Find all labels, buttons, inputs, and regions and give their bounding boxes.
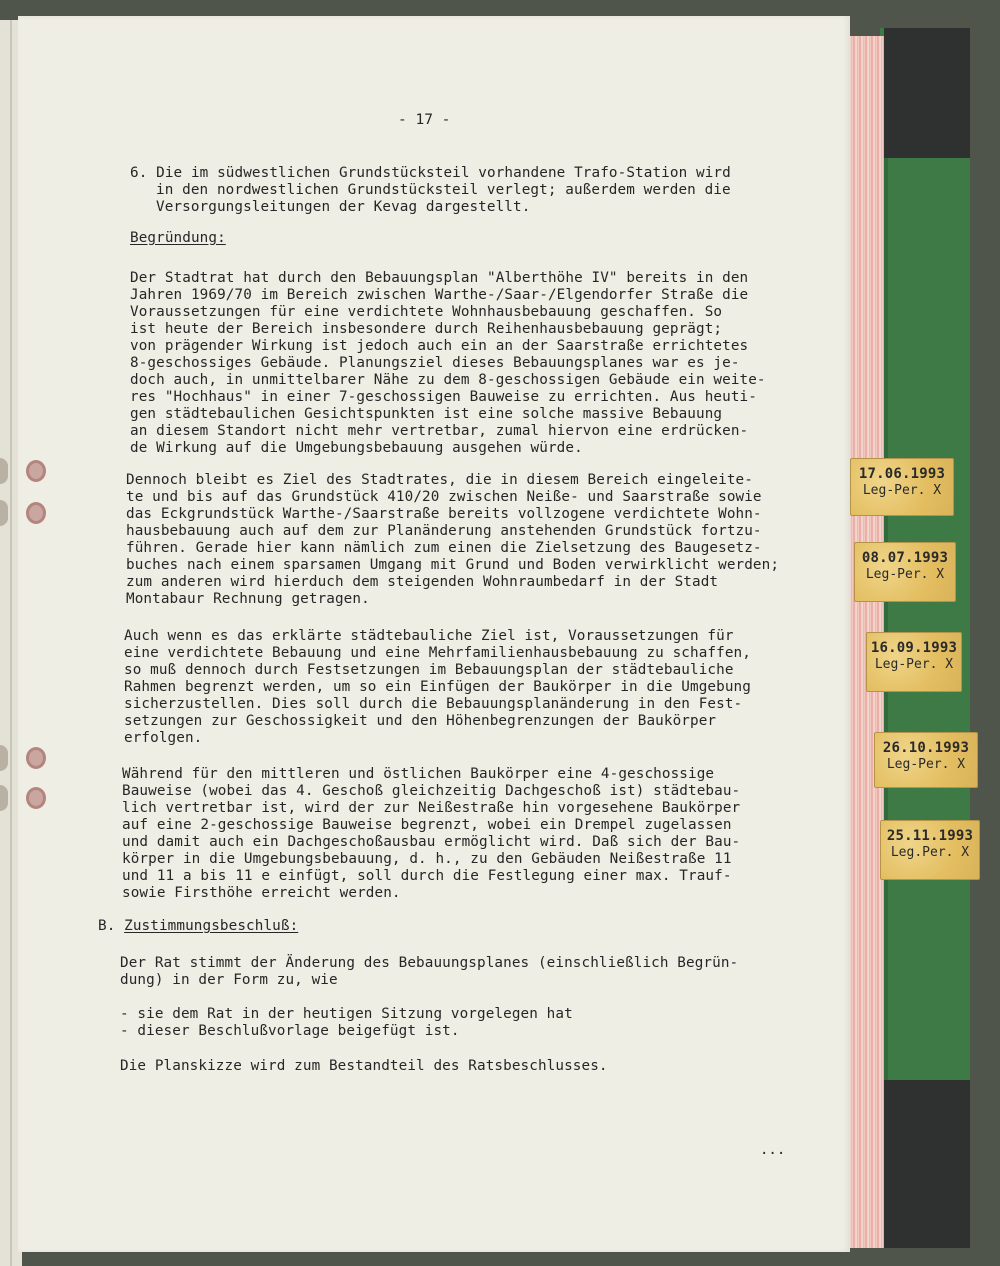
text-line: an diesem Standort nicht mehr vertretbar, zumal hiervon eine erdrücken- [130,423,749,439]
text-line: setzungen zur Geschossigkeit und den Höhenbegrenzungen der Baukörper [124,713,717,729]
left-punch-hole [0,785,8,811]
text-line: te und bis auf das Grundstück 410/20 zwischen Neiße- und Saarstraße sowie [126,489,762,505]
date-tab-label: Leg-Per. X [865,567,945,582]
text-line: doch auch, in unmittelbarer Nähe zu dem 8-geschossigen Gebäude ein weite- [130,372,766,388]
text-line: Während für den mittleren und östlichen Baukörper eine 4-geschossige [122,766,715,782]
text-line: führen. Gerade hier kann nämlich zum einen die Zielsetzung des Baugesetz- [126,540,762,556]
text-line: das Eckgrundstück Warthe-/Saarstraße bereits vollzogene verdichtete Wohn- [126,506,762,522]
text-line: dung) in der Form zu, wie [120,972,338,988]
text-line: sicherzustellen. Dies soll durch die Bebauungsplanänderung in den Fest- [124,696,743,712]
text-line: eine verdichtete Bebauung und eine Mehrfamilienhausbebauung zu schaffen, [124,645,751,661]
text-line: und 11 a bis 11 e einfügt, soll durch die Festlegung einer max. Trauf- [122,868,732,884]
date-tab-date: 25.11.1993 [886,828,974,844]
punch-hole [26,787,46,809]
date-tab[interactable] [866,632,962,692]
date-tab-label: Leg.Per. X [890,845,970,860]
text-line: Bauweise (wobei das 4. Geschoß gleichzeitig Dachgeschoß ist) städtebau- [122,783,741,799]
text-line: körper in die Umgebungsbebauung, d. h., zu den Gebäuden Neißestraße 11 [122,851,732,867]
text-line: Die Planskizze wird zum Bestandteil des Ratsbeschlusses. [120,1058,608,1074]
text-line: ist heute der Bereich insbesondere durch Reihenhausbebauung geprägt; [130,321,723,337]
left-punch-hole [0,745,8,771]
date-tab-date: 26.10.1993 [882,740,970,756]
text-line: Der Rat stimmt der Änderung des Bebauungsplanes (einschließlich Begrün- [120,955,739,971]
text-line: - sie dem Rat in der heutigen Sitzung vorgelegen hat [120,1006,573,1022]
binder-corner-top [884,28,970,158]
text-line: gen städtebaulichen Gesichtspunkten ist eine solche massive Bebauung [130,406,723,422]
date-tab-label: Leg-Per. X [886,757,966,772]
continuation-mark: ... [760,1142,786,1158]
text-line: Voraussetzungen für eine verdichtete Wohnhausbebauung geschaffen. So [130,304,723,320]
date-tab[interactable] [880,820,980,880]
text-line: 8-geschossiges Gebäude. Planungsziel dieses Bebauungsplanes war es je- [130,355,740,371]
text-line: buches nach einem sparsamen Umgang mit Grund und Boden verwirklicht werden; [126,557,780,573]
text-line: Montabaur Rechnung getragen. [126,591,370,607]
binder-corner-bottom [884,1080,970,1248]
text-line: Dennoch bleibt es Ziel des Stadtrates, die in diesem Bereich eingeleite- [126,472,753,488]
punch-hole [26,460,46,482]
text-line: - dieser Beschlußvorlage beigefügt ist. [120,1023,460,1039]
text-line: sowie Firsthöhe erreicht werden. [122,885,401,901]
text-line: auf eine 2-geschossige Bauweise begrenzt, wobei ein Drempel zugelassen [122,817,732,833]
date-tab[interactable] [874,732,978,788]
text-line: Jahren 1969/70 im Bereich zwischen Warthe-/Saar-/Elgendorfer Straße die [130,287,749,303]
text-line: lich vertretbar ist, wird der zur Neißestraße hin vorgesehene Baukörper [122,800,741,816]
text-line: in den nordwestlichen Grundstücksteil verlegt; außerdem werden die [156,182,731,198]
text-line: so muß dennoch durch Festsetzungen im Bebauungsplan der städtebauliche [124,662,734,678]
date-tab[interactable] [854,542,956,602]
text-line: von prägender Wirkung ist jedoch auch ein an der Saarstraße errichtetes [130,338,749,354]
text-line: de Wirkung auf die Umgebungsbebauung ausgehen würde. [130,440,583,456]
date-tab-date: 16.09.1993 [870,640,958,656]
text-line: 6. Die im südwestlichen Grundstücksteil vorhandene Trafo-Station wird [130,165,731,181]
text-line: Rahmen begrenzt werden, um so ein Einfügen der Baukörper in die Umgebung [124,679,751,695]
date-tab-date: 08.07.1993 [861,550,949,566]
page-number: - 17 - [398,112,451,128]
section-heading-b: B. Zustimmungsbeschluß: [98,918,299,934]
text-line: erfolgen. [124,730,203,746]
left-page-fold [10,20,12,1266]
date-tab-label: Leg-Per. X [862,483,942,498]
punch-hole [26,747,46,769]
text-line: zum anderen wird hierduch dem steigenden Wohnraumbedarf in der Stadt [126,574,719,590]
left-punch-hole [0,458,8,484]
text-line: Der Stadtrat hat durch den Bebauungsplan "Alberthöhe IV" bereits in den [130,270,749,286]
section-heading: Begründung: [130,230,226,246]
text-line: Auch wenn es das erklärte städtebauliche Ziel ist, Voraussetzungen für [124,628,734,644]
date-tab-label: Leg-Per. X [874,657,954,672]
text-line: hausbebauung auch auf dem zur Planänderung anstehenden Grundstück fortzu- [126,523,762,539]
text-line: Versorgungsleitungen der Kevag dargestellt. [156,199,531,215]
text-line: und damit auch ein Dachgeschoßausbau ermöglicht wird. Daß sich der Bau- [122,834,741,850]
date-tab-date: 17.06.1993 [858,466,946,482]
text-line: res "Hochhaus" in einer 7-geschossigen Bauweise zu errichten. Aus heuti- [130,389,757,405]
date-tab[interactable] [850,458,954,516]
punch-hole [26,502,46,524]
left-punch-hole [0,500,8,526]
